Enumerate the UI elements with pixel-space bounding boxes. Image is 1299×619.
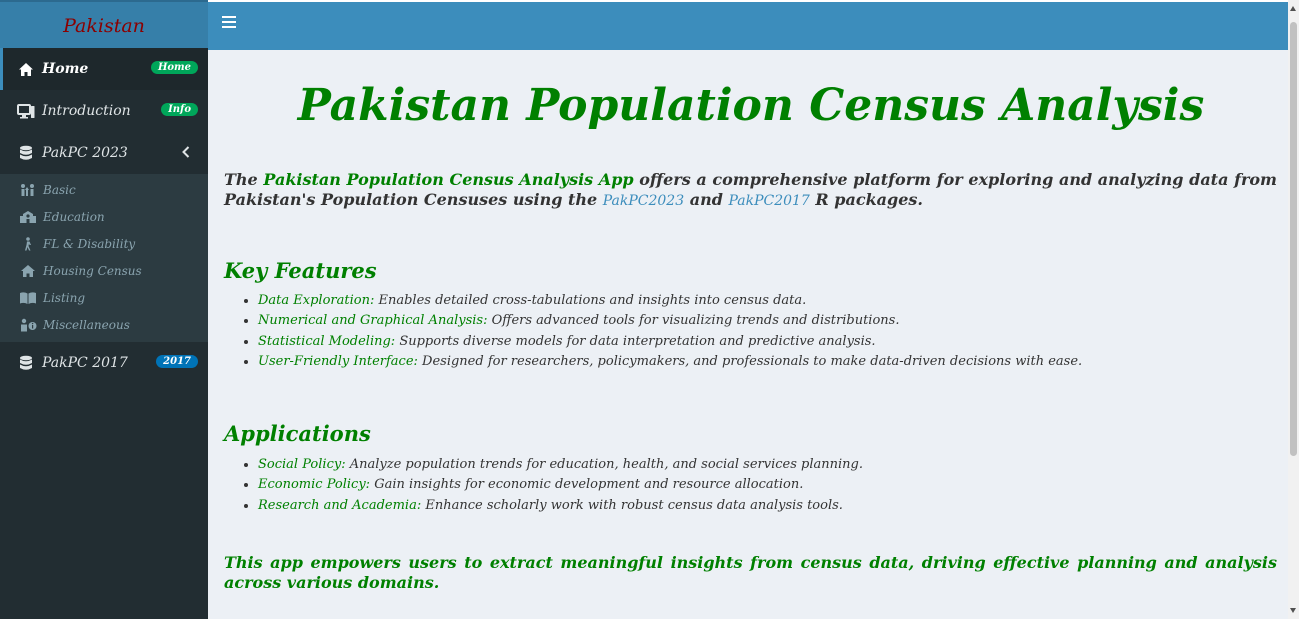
applications-heading: Applications — [224, 421, 371, 446]
brand-logo[interactable] — [0, 0, 208, 50]
list-item — [258, 332, 1082, 352]
submenu-item-housing-census[interactable] — [0, 257, 208, 284]
feature-text: Offers advanced tools for visualizing trends and distributions. — [487, 313, 900, 329]
sidebar — [0, 0, 208, 619]
home-badge: Home — [151, 61, 198, 74]
key-features-heading: Key Features — [224, 258, 377, 283]
feature-key: Data Exploration: — [258, 293, 375, 308]
application-key: Social Policy: — [258, 457, 346, 472]
submenu-item-listing[interactable] — [0, 284, 208, 311]
submenu-item-label: Miscellaneous — [43, 317, 130, 332]
database-icon — [16, 354, 36, 372]
list-item — [258, 496, 863, 516]
book-icon — [19, 291, 37, 305]
info-badge: Info — [161, 103, 198, 116]
list-item — [258, 291, 1082, 311]
brand-title: Pakistan — [63, 15, 145, 37]
intro-text: offers a comprehensive platform for exploring and analyzing data from Pakistan's Population Censuses using the — [224, 170, 1277, 209]
intro-paragraph — [224, 170, 1277, 211]
intro-text: The — [224, 170, 264, 189]
sidebar-item-pakpc-2023[interactable] — [0, 132, 208, 174]
page-scrollbar[interactable] — [1288, 0, 1299, 619]
sidebar-menu — [0, 48, 208, 384]
home-icon — [16, 60, 36, 78]
feature-key: User-Friendly Interface: — [258, 353, 418, 369]
key-features-list — [224, 291, 1082, 372]
list-item — [258, 475, 863, 495]
sidebar-item-label: PakPC 2017 — [42, 355, 128, 371]
pakpc2017-link[interactable]: PakPC2017 — [728, 193, 810, 209]
applications-list — [224, 455, 863, 516]
feature-key: Numerical and Graphical Analysis: — [258, 313, 488, 329]
app-name: Pakistan Population Census Analysis App — [263, 170, 634, 189]
application-key: Research and Academia: — [258, 497, 422, 513]
closing-statement: This app empowers users to extract meaningful insights from census data, driving effective planning and analysis across various domains. — [224, 553, 1277, 592]
application-text: Enhance scholarly work with robust census data analysis tools. — [421, 497, 843, 513]
intro-text: and — [684, 190, 729, 209]
person-walking-icon — [19, 237, 37, 251]
sidebar-item-label: Home — [42, 61, 89, 77]
desktop-icon — [16, 102, 36, 120]
year-2017-badge: 2017 — [156, 355, 198, 368]
sidebar-item-pakpc-2017[interactable] — [0, 342, 208, 384]
feature-text: Supports diverse models for data interpretation and predictive analysis. — [395, 333, 876, 349]
submenu-item-fl-disability[interactable] — [0, 230, 208, 257]
list-item — [258, 352, 1082, 372]
submenu-item-label: Education — [43, 209, 105, 224]
chevron-left-icon[interactable] — [182, 144, 190, 162]
people-icon — [19, 183, 37, 197]
school-icon — [19, 210, 37, 224]
pakpc-2023-submenu — [0, 174, 208, 342]
list-item — [258, 455, 863, 475]
scrollbar-thumb[interactable] — [1290, 22, 1297, 456]
submenu-item-basic[interactable] — [0, 176, 208, 203]
pakpc2023-link[interactable]: PakPC2023 — [602, 193, 685, 209]
intro-text: R packages. — [809, 190, 923, 209]
submenu-item-label: Listing — [43, 290, 86, 305]
scroll-up-icon[interactable] — [1290, 6, 1296, 11]
feature-key: Statistical Modeling: — [258, 333, 396, 349]
sidebar-item-introduction[interactable] — [0, 90, 208, 132]
list-item — [258, 311, 1082, 331]
sidebar-item-label: Introduction — [42, 103, 131, 119]
submenu-item-label: FL & Disability — [43, 236, 136, 251]
submenu-item-label: Basic — [43, 182, 76, 197]
feature-text: Enables detailed cross-tabulations and insights into census data. — [374, 293, 807, 308]
application-key: Economic Policy: — [258, 477, 371, 493]
page-title: Pakistan Population Census Analysis — [297, 80, 1205, 131]
feature-text: Designed for researchers, policymakers, and professionals to make data-driven decisions with ease. — [417, 353, 1083, 369]
submenu-item-label: Housing Census — [43, 263, 142, 278]
sidebar-item-home[interactable] — [0, 48, 208, 90]
person-info-icon — [19, 318, 37, 332]
scroll-down-icon[interactable] — [1290, 608, 1296, 613]
main-content — [208, 50, 1288, 619]
application-text: Analyze population trends for education, health, and social services planning. — [345, 457, 863, 472]
house-icon — [19, 264, 37, 278]
sidebar-item-label: PakPC 2023 — [42, 145, 128, 161]
submenu-item-miscellaneous[interactable] — [0, 311, 208, 338]
top-header — [208, 2, 1288, 50]
application-text: Gain insights for economic development and resource allocation. — [370, 477, 804, 493]
database-icon — [16, 144, 36, 162]
submenu-item-education[interactable] — [0, 203, 208, 230]
sidebar-toggle-icon[interactable] — [222, 16, 236, 36]
